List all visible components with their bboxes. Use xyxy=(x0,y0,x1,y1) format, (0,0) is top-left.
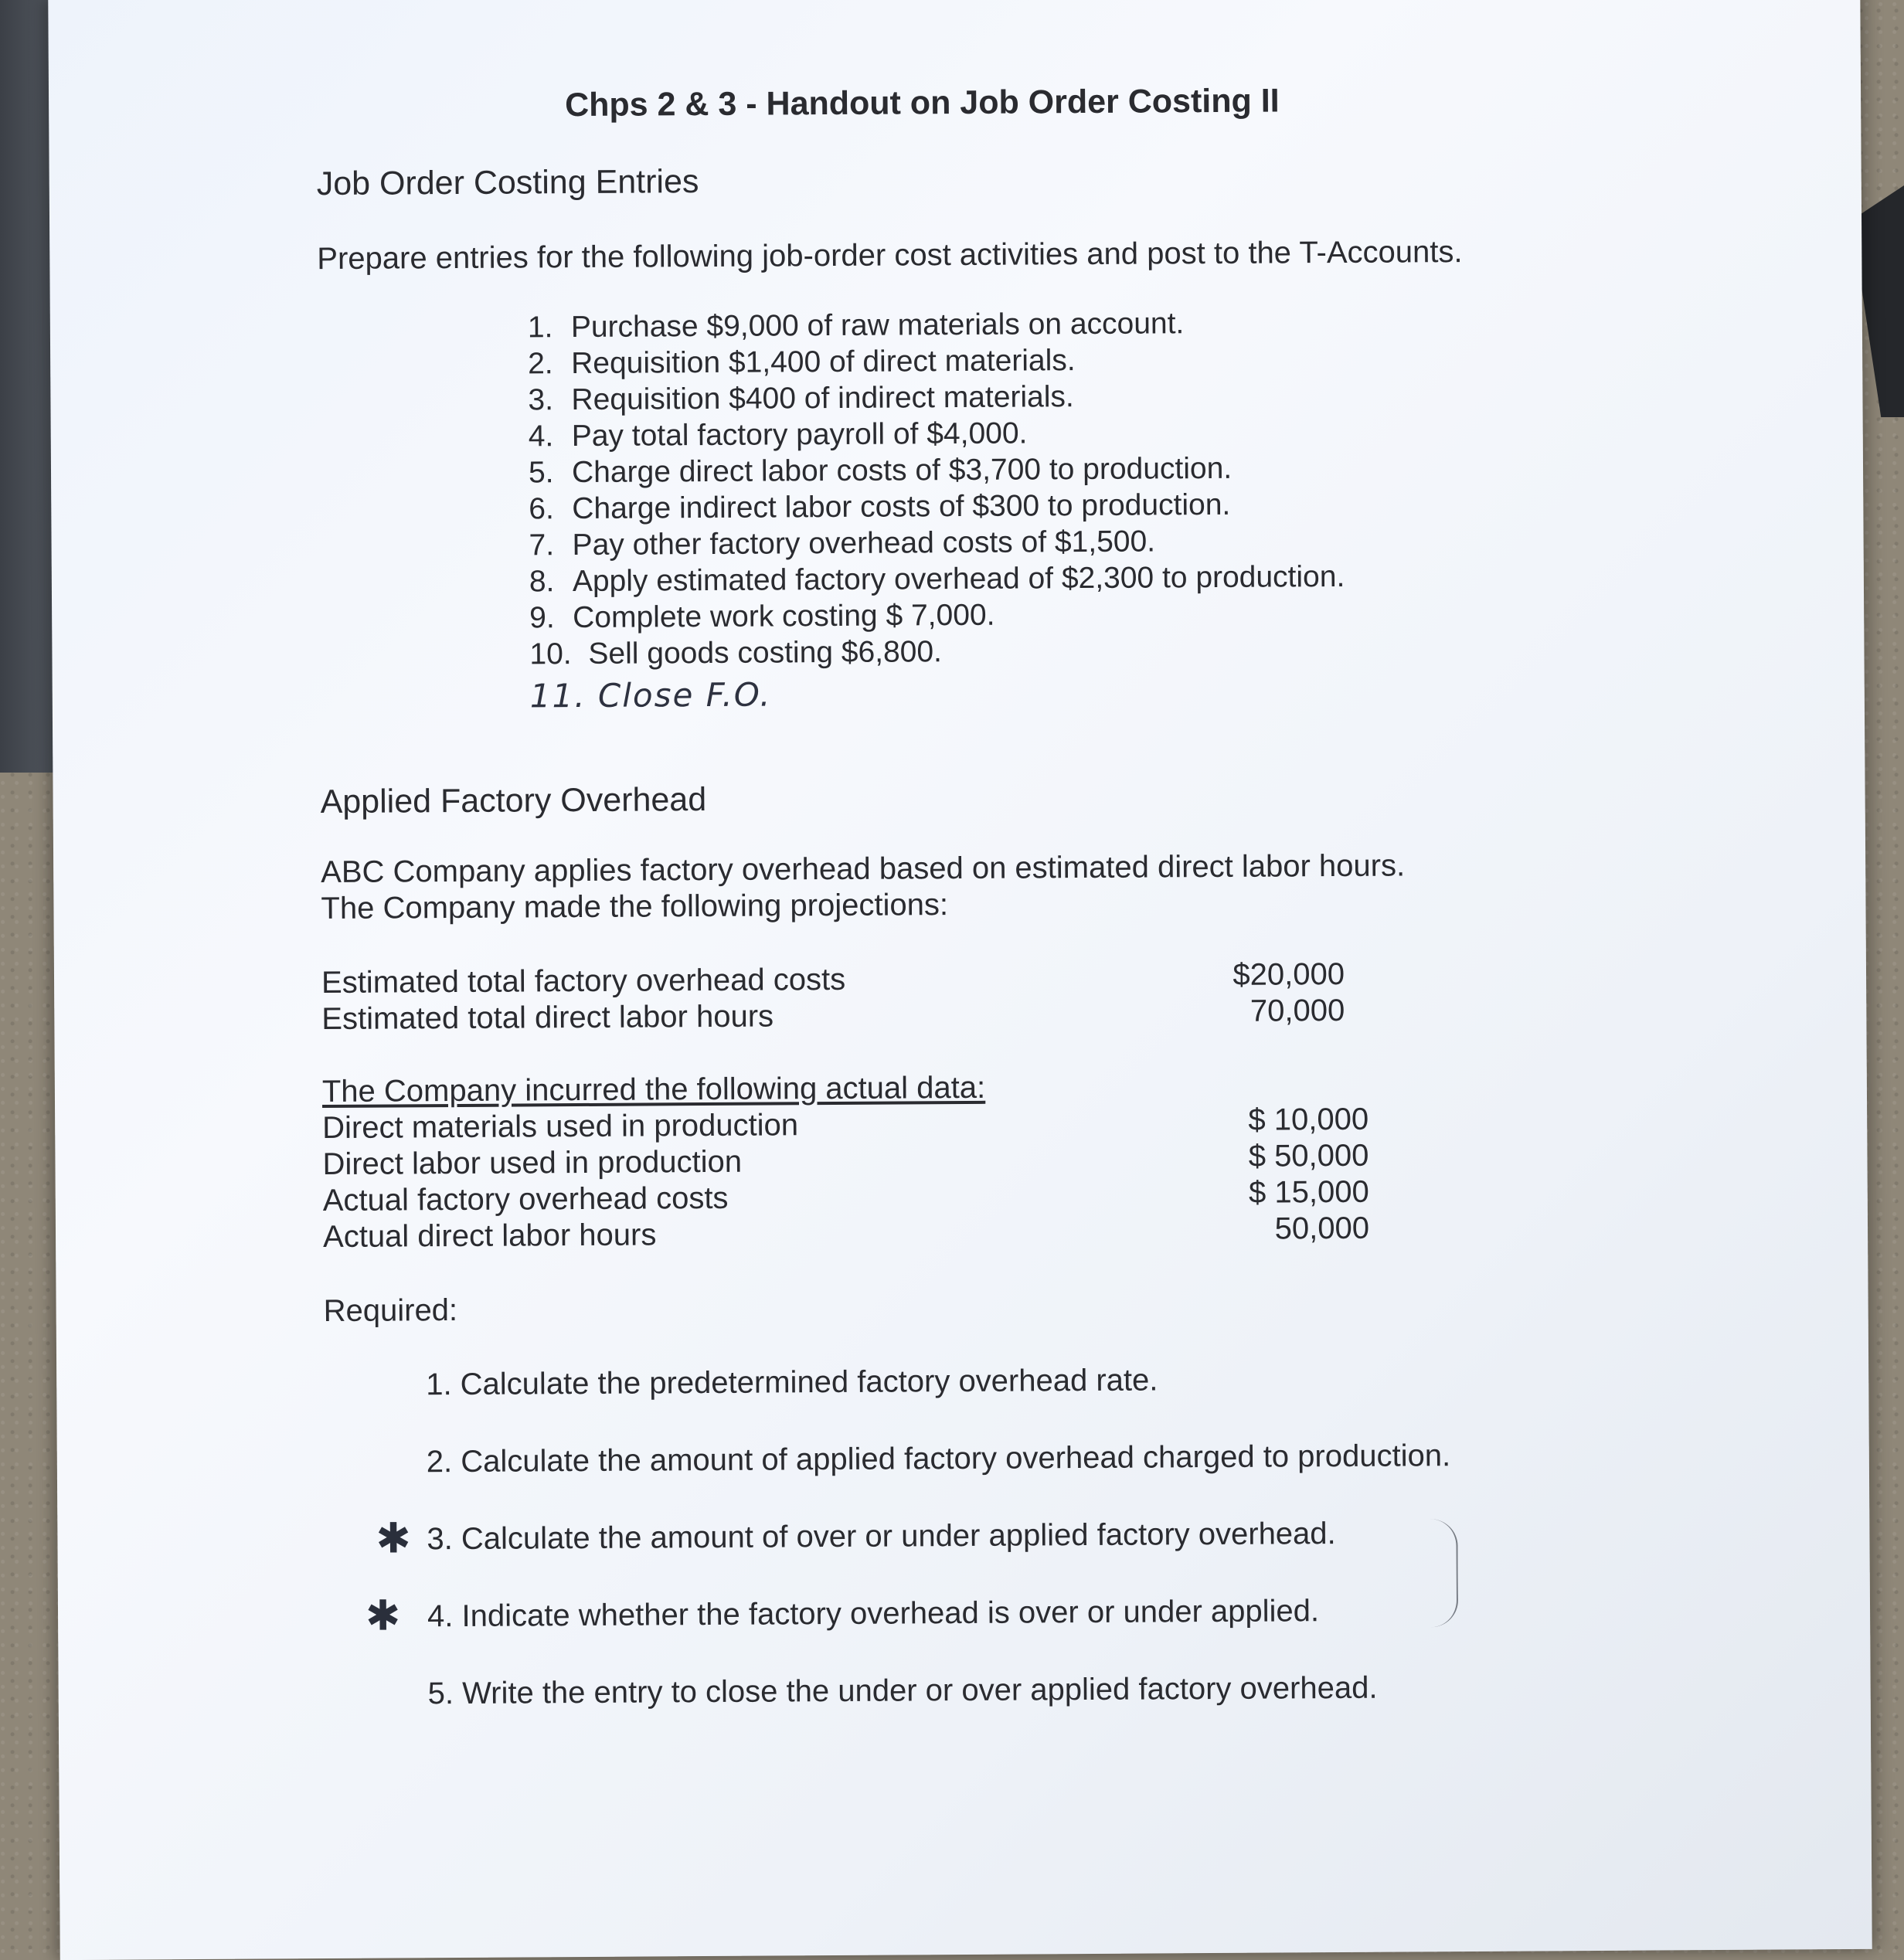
projection-value: 70,000 xyxy=(1250,993,1345,1028)
activity-item xyxy=(528,381,1074,417)
actual-data-heading: The Company incurred the following actual data: xyxy=(321,1070,986,1109)
activity-number: 5. xyxy=(528,456,554,490)
activity-text: Purchase $9,000 of raw materials on account. xyxy=(570,307,1185,345)
activity-item xyxy=(528,307,1185,345)
activity-item xyxy=(529,489,1230,526)
activity-item xyxy=(529,561,1345,599)
handwritten-star-icon: ✱ xyxy=(376,1513,411,1563)
handwritten-bracket xyxy=(1425,1519,1458,1627)
required-label: Required: xyxy=(323,1293,458,1329)
section-heading-job-order-costing-entries: Job Order Costing Entries xyxy=(316,163,699,203)
activity-item xyxy=(529,453,1232,490)
activity-number: 9. xyxy=(529,601,555,635)
activity-number: 2. xyxy=(528,347,553,381)
required-item: 2. Calculate the amount of applied factory overhead charged to production. xyxy=(426,1439,1451,1479)
projection-label: Estimated total direct labor hours xyxy=(321,999,774,1037)
actual-data-label: Direct labor used in production xyxy=(322,1144,743,1182)
activity-text: Requisition $400 of indirect materials. xyxy=(571,380,1074,417)
activity-number: 1. xyxy=(527,311,553,345)
activity-item xyxy=(529,600,995,636)
activity-item xyxy=(529,525,1155,562)
actual-data-label: Actual direct labor hours xyxy=(322,1218,657,1255)
activity-text: Charge indirect labor costs of $300 to production. xyxy=(572,487,1231,526)
activity-item xyxy=(529,636,942,671)
instruction-text: Prepare entries for the following job-order cost activities and post to the T-Accounts. xyxy=(317,235,1463,277)
document-title: Chps 2 & 3 - Handout on Job Order Costing II xyxy=(564,82,1280,124)
intro-line-1: ABC Company applies factory overhead based on estimated direct labor hours. xyxy=(321,848,1406,890)
activity-text: Apply estimated factory overhead of $2,300 to production. xyxy=(572,559,1345,599)
activity-text: Charge direct labor costs of $3,700 to production. xyxy=(571,451,1232,490)
section-heading-applied-factory-overhead: Applied Factory Overhead xyxy=(320,781,707,821)
activity-number: 4. xyxy=(528,420,554,453)
required-item: 5. Write the entry to close the under or over applied factory overhead. xyxy=(427,1670,1378,1711)
handwritten-activity-item: 11. Close F.O. xyxy=(529,675,772,715)
projection-value: $20,000 xyxy=(1232,956,1345,992)
activity-text: Complete work costing $ 7,000. xyxy=(573,598,995,635)
activity-number: 7. xyxy=(529,528,555,562)
activity-text: Pay total factory payroll of $4,000. xyxy=(571,416,1028,453)
actual-data-label: Actual factory overhead costs xyxy=(322,1180,729,1218)
activity-text: Sell goods costing $6,800. xyxy=(588,635,943,671)
actual-data-label: Direct materials used in production xyxy=(322,1108,799,1146)
required-item: 3. Calculate the amount of over or under applied factory overhead. xyxy=(427,1517,1336,1557)
handout-paper xyxy=(48,0,1872,1960)
actual-data-value: 50,000 xyxy=(1274,1211,1370,1246)
activity-number: 6. xyxy=(529,492,554,526)
required-item: 1. Calculate the predetermined factory overhead rate. xyxy=(426,1363,1158,1402)
projection-label: Estimated total factory overhead costs xyxy=(321,962,846,1000)
activity-item xyxy=(529,417,1028,453)
actual-data-value: $ 15,000 xyxy=(1248,1174,1369,1210)
actual-data-value: $ 50,000 xyxy=(1248,1138,1369,1174)
activity-number: 10. xyxy=(529,637,572,671)
intro-line-2: The Company made the following projections: xyxy=(321,888,949,926)
activity-text: Requisition $1,400 of direct materials. xyxy=(571,344,1076,381)
activity-number: 3. xyxy=(528,383,554,417)
activity-item xyxy=(528,345,1076,381)
actual-data-value: $ 10,000 xyxy=(1248,1102,1369,1137)
activity-number: 8. xyxy=(529,565,555,599)
activity-text: Pay other factory overhead costs of $1,500. xyxy=(572,525,1156,562)
handwritten-star-icon: ✱ xyxy=(365,1591,401,1640)
required-item: 4. Indicate whether the factory overhead is over or under applied. xyxy=(427,1594,1320,1634)
